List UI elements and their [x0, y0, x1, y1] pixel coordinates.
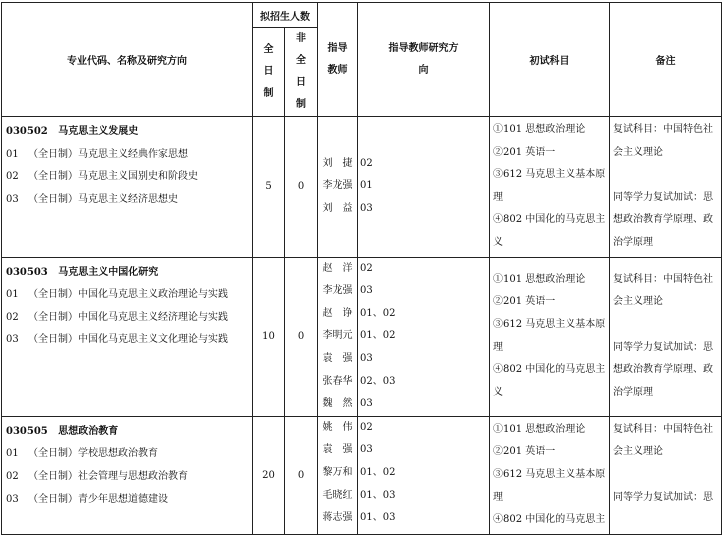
tutor-name: 袁 强	[322, 352, 353, 364]
tutor-name: 毛晓红	[322, 489, 353, 501]
direction-num: 02	[6, 171, 19, 183]
exam-subject: ①101 思想政治理论	[493, 423, 586, 435]
tutor-direction: 03	[360, 444, 373, 456]
header-exam-subjects: 初试科目	[490, 3, 610, 117]
parttime-count: 0	[285, 416, 318, 534]
notes	[610, 257, 722, 416]
parttime-count: 0	[285, 257, 318, 416]
tutor-direction: 03	[360, 285, 373, 297]
exam-subject: ④802 中国化的马克思主	[493, 514, 606, 526]
exam-subject: ②201 英语一	[493, 146, 556, 158]
table-row	[2, 117, 722, 258]
exam-subjects	[490, 257, 610, 416]
tutor-direction: 02	[360, 157, 373, 169]
note-retest: 复试科目：中国特色社会主义理论	[613, 124, 713, 158]
exam-subject: ③612 马克思主义基本原理	[493, 319, 606, 353]
header-fulltime: 全日制	[253, 28, 285, 117]
direction-num: 01	[6, 289, 19, 301]
direction-text: （全日制）马克思主义国别史和阶段史	[28, 171, 198, 183]
direction-num: 03	[6, 493, 19, 505]
header-parttime: 非全日制	[285, 28, 318, 117]
tutor-name: 魏 然	[322, 398, 353, 410]
tutor-name: 袁 强	[322, 444, 353, 456]
notes	[610, 416, 722, 534]
tutor-name: 姚 伟	[322, 421, 353, 433]
program-code: 030502	[6, 126, 48, 137]
tutor-list	[318, 416, 358, 534]
tutor-direction: 01、02	[360, 466, 396, 478]
program-cell	[2, 117, 253, 258]
program-name: 马克思主义中国化研究	[58, 266, 159, 278]
fulltime-count: 5	[253, 117, 285, 258]
admission-table	[1, 2, 722, 535]
tutor-list	[318, 117, 358, 258]
direction-text: （全日制）社会管理与思想政治教育	[28, 470, 188, 482]
table-row	[2, 416, 722, 534]
direction-num: 02	[6, 311, 19, 323]
tutor-direction: 03	[360, 398, 373, 410]
direction-text: （全日制）中国化马克思主义经济理论与实践	[28, 311, 228, 323]
exam-subject: ③612 马克思主义基本原理	[493, 169, 606, 203]
exam-subject: ④802 中国化的马克思主义	[493, 364, 606, 398]
fulltime-count: 20	[253, 416, 285, 534]
tutor-name: 张春华	[322, 375, 353, 387]
exam-subject: ④802 中国化的马克思主义	[493, 214, 606, 248]
note-extra: 同等学力复试加试：思想政治教育学原理、政治学原理	[613, 191, 713, 248]
direction-text: （全日制）马克思主义经济思想史	[28, 193, 178, 205]
program-name: 思想政治教育	[58, 425, 119, 437]
program-code: 030503	[6, 266, 48, 278]
tutor-name: 李龙强	[322, 180, 353, 192]
direction-num: 01	[6, 448, 19, 460]
direction-text: （全日制）学校思想政治教育	[28, 448, 158, 460]
table-row	[2, 257, 722, 416]
direction-text: （全日制）马克思主义经典作家思想	[28, 148, 188, 160]
fulltime-count: 10	[253, 257, 285, 416]
direction-num: 03	[6, 334, 19, 346]
exam-subject: ①101 思想政治理论	[493, 124, 586, 135]
header-quota: 拟招生人数	[253, 3, 318, 28]
note-extra: 同等学力复试加试：思想政治教育学原理、政治学原理	[613, 341, 713, 398]
header-program: 专业代码、名称及研究方向	[2, 3, 253, 117]
exam-subject: ②201 英语一	[493, 446, 556, 458]
tutor-name: 刘 捷	[322, 157, 353, 169]
direction-text: （全日制）中国化马克思主义政治理论与实践	[28, 289, 228, 301]
tutor-name: 蒋志强	[322, 512, 353, 524]
tutor-direction: 01	[360, 180, 373, 192]
note-extra: 同等学力复试加试：思	[613, 491, 713, 503]
tutor-direction: 03	[360, 352, 373, 364]
tutor-direction-list	[358, 257, 490, 416]
tutor-name: 李龙强	[322, 285, 353, 297]
direction-num: 02	[6, 470, 19, 482]
program-name: 马克思主义发展史	[58, 126, 139, 137]
program-code: 030505	[6, 425, 48, 437]
tutor-direction: 01、02	[360, 330, 396, 342]
tutor-direction: 01、03	[360, 489, 396, 501]
exam-subject: ①101 思想政治理论	[493, 273, 586, 285]
note-retest: 复试科目：中国特色社会主义理论	[613, 273, 713, 308]
direction-num: 03	[6, 193, 19, 205]
exam-subject: ③612 马克思主义基本原理	[493, 468, 606, 503]
notes	[610, 117, 722, 258]
tutor-direction-list	[358, 416, 490, 534]
parttime-count: 0	[285, 117, 318, 258]
tutor-list	[318, 257, 358, 416]
exam-subject: ②201 英语一	[493, 296, 556, 308]
direction-num: 01	[6, 148, 19, 160]
header-notes: 备注	[610, 3, 722, 117]
tutor-direction: 02	[360, 421, 373, 433]
tutor-name: 赵 诤	[322, 307, 353, 319]
header-tutor: 指导教师	[318, 3, 358, 117]
direction-text: （全日制）青少年思想道德建设	[28, 493, 168, 505]
program-cell	[2, 416, 253, 534]
tutor-name: 黎万和	[322, 466, 353, 478]
note-retest: 复试科目：中国特色社会主义理论	[613, 423, 713, 458]
tutor-name: 李明元	[322, 330, 353, 342]
tutor-name: 刘 益	[322, 203, 353, 215]
exam-subjects	[490, 117, 610, 258]
header-tutor-direction: 指导教师研究方向	[358, 3, 490, 117]
exam-subjects	[490, 416, 610, 534]
tutor-direction: 03	[360, 203, 373, 215]
tutor-direction: 02、03	[360, 375, 396, 387]
direction-text: （全日制）中国化马克思主义文化理论与实践	[28, 334, 228, 346]
tutor-direction: 01、02	[360, 307, 396, 319]
tutor-direction: 02	[360, 262, 373, 274]
program-cell	[2, 257, 253, 416]
tutor-direction-list	[358, 117, 490, 258]
tutor-direction: 01、03	[360, 512, 396, 524]
tutor-name: 赵 洋	[322, 262, 353, 274]
